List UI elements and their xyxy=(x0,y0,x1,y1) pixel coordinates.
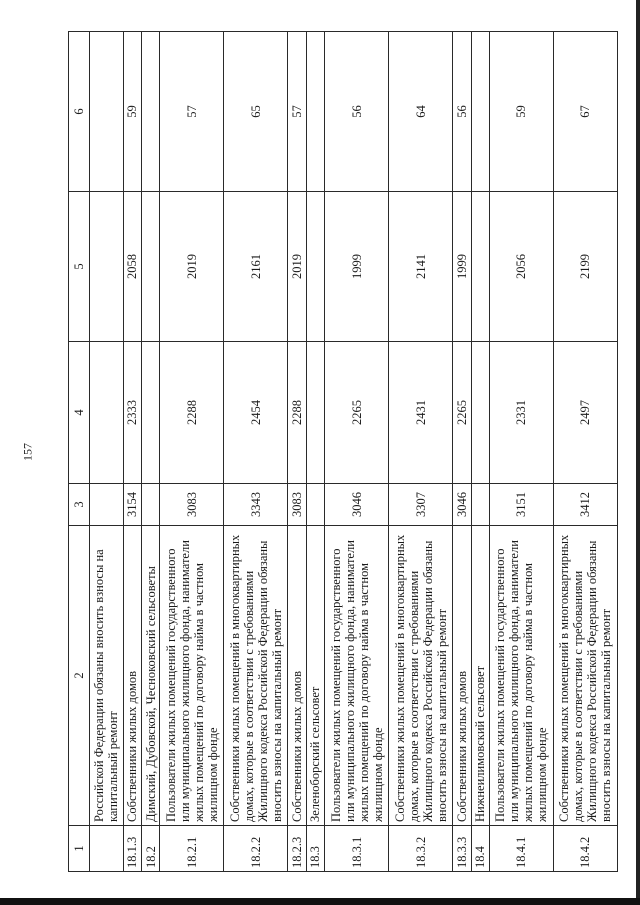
table-row xyxy=(160,32,224,872)
row-number-cell: 18.3.1 xyxy=(325,826,389,872)
table-row xyxy=(471,32,489,872)
row-description-cell: Пользователи жилых помещений государственного или муниципального жилищного фонда, наниматели жилых помещений по договору найма в частном жилищном фонде xyxy=(325,526,389,826)
row-value-col3-cell xyxy=(471,484,489,526)
row-value-col4-cell: 2265 xyxy=(325,342,389,484)
row-value-col3-cell xyxy=(306,484,324,526)
row-number-cell: 18.2.3 xyxy=(288,826,306,872)
row-value-col3-cell: 3046 xyxy=(453,484,471,526)
scan-edge-right xyxy=(636,0,640,905)
row-value-col6-cell xyxy=(142,32,160,192)
row-number-cell: 18.3.3 xyxy=(453,826,471,872)
header-col-3: 3 xyxy=(69,484,90,526)
header-col-1: 1 xyxy=(69,826,90,872)
row-description-cell: Собственники жилых домов xyxy=(288,526,306,826)
row-value-col6-cell xyxy=(306,32,324,192)
row-number-cell: 18.4.2 xyxy=(553,826,617,872)
row-description-cell: Нижнеилимовский сельсовет xyxy=(471,526,489,826)
row-description-cell: Зеленоборский сельсовет xyxy=(306,526,324,826)
row-value-col5-cell: 2019 xyxy=(160,192,224,342)
table-row xyxy=(489,32,553,872)
table-row xyxy=(90,32,124,872)
row-value-col5-cell: 1999 xyxy=(453,192,471,342)
row-value-col6-cell: 56 xyxy=(453,32,471,192)
row-number-cell: 18.2.2 xyxy=(224,826,288,872)
table-row xyxy=(224,32,288,872)
row-value-col6-cell: 59 xyxy=(123,32,141,192)
row-value-col6-cell: 56 xyxy=(325,32,389,192)
row-number-cell: 18.3 xyxy=(306,826,324,872)
row-value-col4-cell: 2333 xyxy=(123,342,141,484)
row-value-col3-cell: 3412 xyxy=(553,484,617,526)
table-row xyxy=(288,32,306,872)
row-value-col6-cell: 64 xyxy=(389,32,453,192)
row-value-col4-cell xyxy=(142,342,160,484)
row-number-cell: 18.4.1 xyxy=(489,826,553,872)
row-number-cell: 18.3.2 xyxy=(389,826,453,872)
header-col-5: 5 xyxy=(69,192,90,342)
row-description-cell: Собственники жилых помещений в многоквартирных домах, которые в соответствии с требованиями Жилищного кодекса Российской Федерации обязаны вносить взносы на капитальный ремонт xyxy=(224,526,288,826)
row-value-col5-cell: 1999 xyxy=(325,192,389,342)
table-row xyxy=(389,32,453,872)
row-value-col4-cell xyxy=(90,342,124,484)
row-description-cell: Собственники жилых помещений в многоквартирных домах, которые в соответствии с требованиями Жилищного кодекса Российской Федерации обязаны вносить взносы на капитальный ремонт xyxy=(389,526,453,826)
table-row xyxy=(453,32,471,872)
row-value-col3-cell: 3083 xyxy=(288,484,306,526)
row-description-cell: Димский, Дубовской, Чесноковский сельсоветы xyxy=(142,526,160,826)
row-value-col4-cell: 2288 xyxy=(160,342,224,484)
row-value-col5-cell: 2019 xyxy=(288,192,306,342)
row-value-col3-cell: 3307 xyxy=(389,484,453,526)
row-value-col6-cell: 57 xyxy=(160,32,224,192)
row-value-col6-cell: 65 xyxy=(224,32,288,192)
table-row xyxy=(142,32,160,872)
page-number: 157 xyxy=(20,443,35,461)
scan-edge-bottom xyxy=(0,898,640,905)
table-row xyxy=(325,32,389,872)
row-value-col5-cell: 2058 xyxy=(123,192,141,342)
row-value-col3-cell: 3151 xyxy=(489,484,553,526)
row-number-cell xyxy=(90,826,124,872)
table-row xyxy=(553,32,617,872)
row-value-col4-cell: 2288 xyxy=(288,342,306,484)
row-number-cell: 18.1.3 xyxy=(123,826,141,872)
row-value-col3-cell xyxy=(90,484,124,526)
row-description-cell: Российской Федерации обязаны вносить взносы на капитальный ремонт xyxy=(90,526,124,826)
row-description-cell: Собственники жилых помещений в многоквартирных домах, которые в соответствии с требованиями Жилищного кодекса Российской Федерации обязаны вносить взносы на капитальный ремонт xyxy=(553,526,617,826)
row-value-col5-cell: 2056 xyxy=(489,192,553,342)
header-col-2: 2 xyxy=(69,526,90,826)
row-value-col5-cell xyxy=(306,192,324,342)
row-value-col4-cell: 2431 xyxy=(389,342,453,484)
row-value-col5-cell: 2161 xyxy=(224,192,288,342)
row-value-col4-cell: 2497 xyxy=(553,342,617,484)
row-value-col3-cell: 3154 xyxy=(123,484,141,526)
row-description-cell: Пользователи жилых помещений государственного или муниципального жилищного фонда, наниматели жилых помещений по договору найма в частном жилищном фонде xyxy=(489,526,553,826)
row-description-cell: Пользователи жилых помещений государственного или муниципального жилищного фонда, наниматели жилых помещений по договору найма в частном жилищном фонде xyxy=(160,526,224,826)
header-col-6: 6 xyxy=(69,32,90,192)
rotated-table-wrapper xyxy=(68,32,618,872)
row-value-col4-cell xyxy=(471,342,489,484)
row-value-col6-cell: 57 xyxy=(288,32,306,192)
row-value-col3-cell: 3343 xyxy=(224,484,288,526)
row-value-col4-cell: 2265 xyxy=(453,342,471,484)
row-number-cell: 18.2 xyxy=(142,826,160,872)
row-value-col3-cell xyxy=(142,484,160,526)
row-value-col5-cell: 2141 xyxy=(389,192,453,342)
row-value-col5-cell xyxy=(90,192,124,342)
header-col-4: 4 xyxy=(69,342,90,484)
row-value-col6-cell: 59 xyxy=(489,32,553,192)
row-value-col3-cell: 3083 xyxy=(160,484,224,526)
table-row xyxy=(306,32,324,872)
row-number-cell: 18.2.1 xyxy=(160,826,224,872)
row-value-col5-cell xyxy=(471,192,489,342)
row-description-cell: Собственники жилых домов xyxy=(453,526,471,826)
row-value-col5-cell xyxy=(142,192,160,342)
header-row xyxy=(69,32,90,872)
table-row xyxy=(123,32,141,872)
row-value-col6-cell: 67 xyxy=(553,32,617,192)
row-number-cell: 18.4 xyxy=(471,826,489,872)
row-description-cell: Собственники жилых домов xyxy=(123,526,141,826)
row-value-col4-cell: 2454 xyxy=(224,342,288,484)
row-value-col4-cell xyxy=(306,342,324,484)
row-value-col4-cell: 2331 xyxy=(489,342,553,484)
row-value-col5-cell: 2199 xyxy=(553,192,617,342)
row-value-col6-cell xyxy=(471,32,489,192)
row-value-col3-cell: 3046 xyxy=(325,484,389,526)
tariff-table xyxy=(68,31,618,872)
row-value-col6-cell xyxy=(90,32,124,192)
